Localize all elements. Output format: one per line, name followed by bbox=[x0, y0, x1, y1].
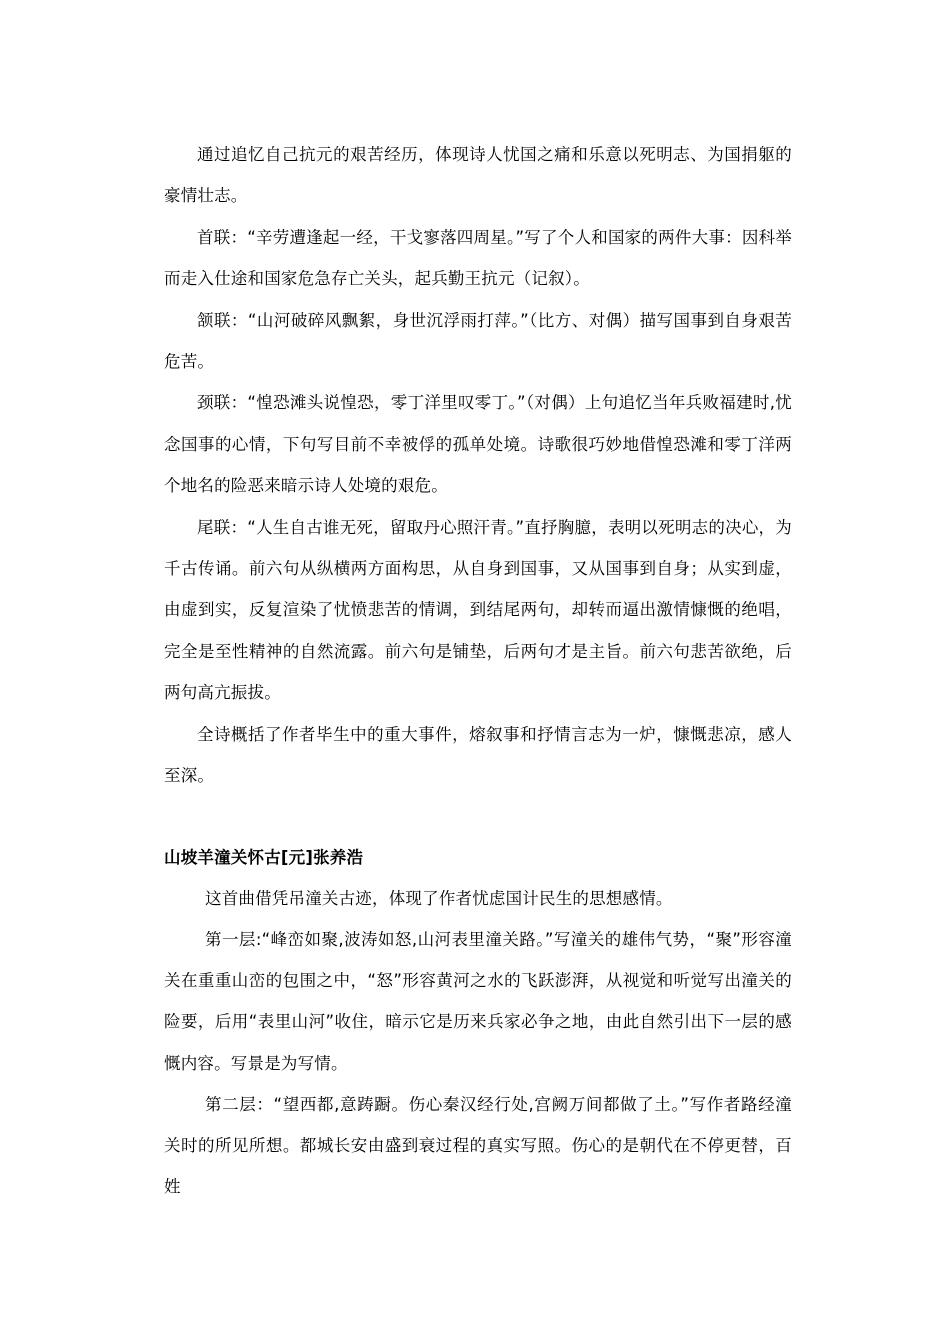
section-title: 山坡羊潼关怀古[元]张养浩 bbox=[164, 847, 364, 867]
paragraph-intro: 这首曲借凭吊潼关古迹，体现了作者忧虑国计民生的思想感情。 bbox=[205, 888, 673, 908]
document-body bbox=[164, 134, 792, 1207]
paragraph-layer-one: 第一层:“峰峦如聚,波涛如怒,山河表里潼关路。”写潼关的雄伟气势，“聚”形容潼关在重重山峦的包围之中，“怒”形容黄河之水的飞跃澎湃，从视觉和听觉写出潼关的险要，后用“表里山河”收住，暗示它是历来兵家必争之地，由此自然引出下一层的感慨内容。写景是为写情。 bbox=[164, 929, 792, 1073]
paragraph-conclusion: 全诗概括了作者毕生中的重大事件，熔叙事和抒情言志为一炉，慷慨悲凉，感人至深。 bbox=[164, 724, 792, 786]
section-wen-tianxiang-analysis bbox=[164, 134, 792, 797]
section-tongguan-analysis bbox=[164, 837, 792, 1208]
paragraph-layer-two: 第二层：“望西都,意踌蹰。伤心秦汉经行处,宫阙万间都做了土。”写作者路经潼关时的所见所想。都城长安由盛到衰过程的真实写照。伤心的是朝代在不停更替，百姓 bbox=[164, 1094, 792, 1197]
paragraph-second-couplet: 颔联：“山河破碎风飘絮，身世沉浮雨打萍。”（比方、对偶）描写国事到自身艰苦危苦。 bbox=[164, 310, 792, 372]
paragraph-third-couplet: 颈联：“惶恐滩头说惶恐，零丁洋里叹零丁。”（对偶）上句追忆当年兵败福建时,忧念国事的心情，下句写目前不幸被俘的孤单处境。诗歌很巧妙地借惶恐滩和零丁洋两个地名的险恶来暗示诗人处境的艰危。 bbox=[164, 393, 792, 496]
paragraph-final-couplet: 尾联：“人生自古谁无死，留取丹心照汗青。”直抒胸臆，表明以死明志的决心，为千古传诵。前六句从纵横两方面构思，从自身到国事，又从国事到自身；从实到虚，由虚到实，反复渲染了忧愤悲苦的情调，到结尾两句，却转而逼出激情慷慨的绝唱，完全是至性精神的自然流露。前六句是铺垫，后两句才是主旨。前六句悲苦欲绝，后两句高亢振拔。 bbox=[164, 517, 792, 703]
paragraph-first-couplet: 首联：“辛劳遭逢起一经，干戈寥落四周星。”写了个人和国家的两件大事：因科举而走入仕途和国家危急存亡关头，起兵勤王抗元（记叙）。 bbox=[164, 227, 792, 289]
paragraph-summary: 通过追忆自己抗元的艰苦经历，体现诗人忧国之痛和乐意以死明志、为国捐躯的豪情壮志。 bbox=[164, 145, 792, 206]
